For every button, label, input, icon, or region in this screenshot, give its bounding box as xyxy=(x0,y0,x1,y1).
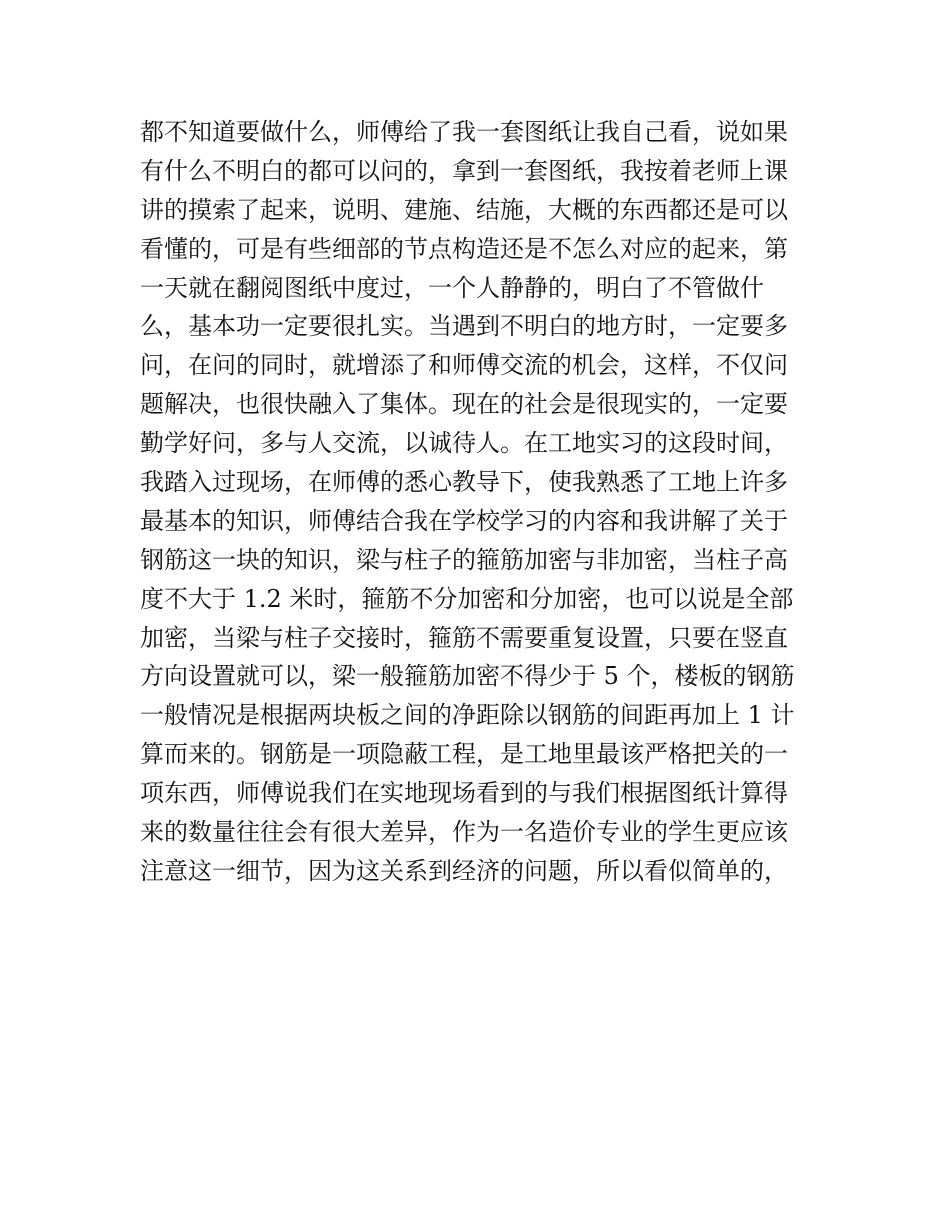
text-line-9: 勤学好问，多与人交流，以诚待人。在工地实习的这段时间， xyxy=(140,429,788,458)
text-line-18: 项东西，师傅说我们在实地现场看到的与我们根据图纸计算得 xyxy=(140,779,788,808)
body-paragraph xyxy=(140,113,820,891)
text-line-8: 题解决，也很快融入了集体。现在的社会是很现实的，一定要 xyxy=(140,390,788,419)
text-line-14: 加密，当梁与柱子交接时，箍筋不需要重复设置，只要在竖直 xyxy=(140,623,788,652)
text-line-2: 有什么不明白的都可以问的，拿到一套图纸，我按着老师上课 xyxy=(140,156,788,185)
text-line-15: 方向设置就可以，梁一般箍筋加密不得少于 5 个，楼板的钢筋 xyxy=(140,662,795,691)
text-line-12: 钢筋这一块的知识，梁与柱子的箍筋加密与非加密，当柱子高 xyxy=(140,545,788,574)
text-line-13: 度不大于 1.2 米时，箍筋不分加密和分加密，也可以说是全部 xyxy=(140,584,794,613)
text-line-5: 一天就在翻阅图纸中度过，一个人静静的，明白了不管做什 xyxy=(140,273,764,302)
text-line-3: 讲的摸索了起来，说明、建施、结施，大概的东西都还是可以 xyxy=(140,195,788,224)
text-line-4: 看懂的，可是有些细部的节点构造还是不怎么对应的起来，第 xyxy=(140,234,788,263)
text-line-10: 我踏入过现场，在师傅的悉心教导下，使我熟悉了工地上许多 xyxy=(140,468,788,497)
text-line-6: 么，基本功一定要很扎实。当遇到不明白的地方时，一定要多 xyxy=(140,312,788,341)
text-line-7: 问，在问的同时，就增添了和师傅交流的机会，这样，不仅问 xyxy=(140,351,788,380)
text-line-19: 来的数量往往会有很大差异，作为一名造价专业的学生更应该 xyxy=(140,818,788,847)
text-line-16: 一般情况是根据两块板之间的净距除以钢筋的间距再加上 1 计 xyxy=(140,701,795,730)
text-line-20: 注意这一细节，因为这关系到经济的问题，所以看似简单的， xyxy=(140,856,788,885)
text-line-11: 最基本的知识，师傅结合我在学校学习的内容和我讲解了关于 xyxy=(140,506,788,535)
text-line-1: 都不知道要做什么，师傅给了我一套图纸让我自己看，说如果 xyxy=(140,118,788,146)
text-line-17: 算而来的。钢筋是一项隐蔽工程，是工地里最该严格把关的一 xyxy=(140,740,788,769)
